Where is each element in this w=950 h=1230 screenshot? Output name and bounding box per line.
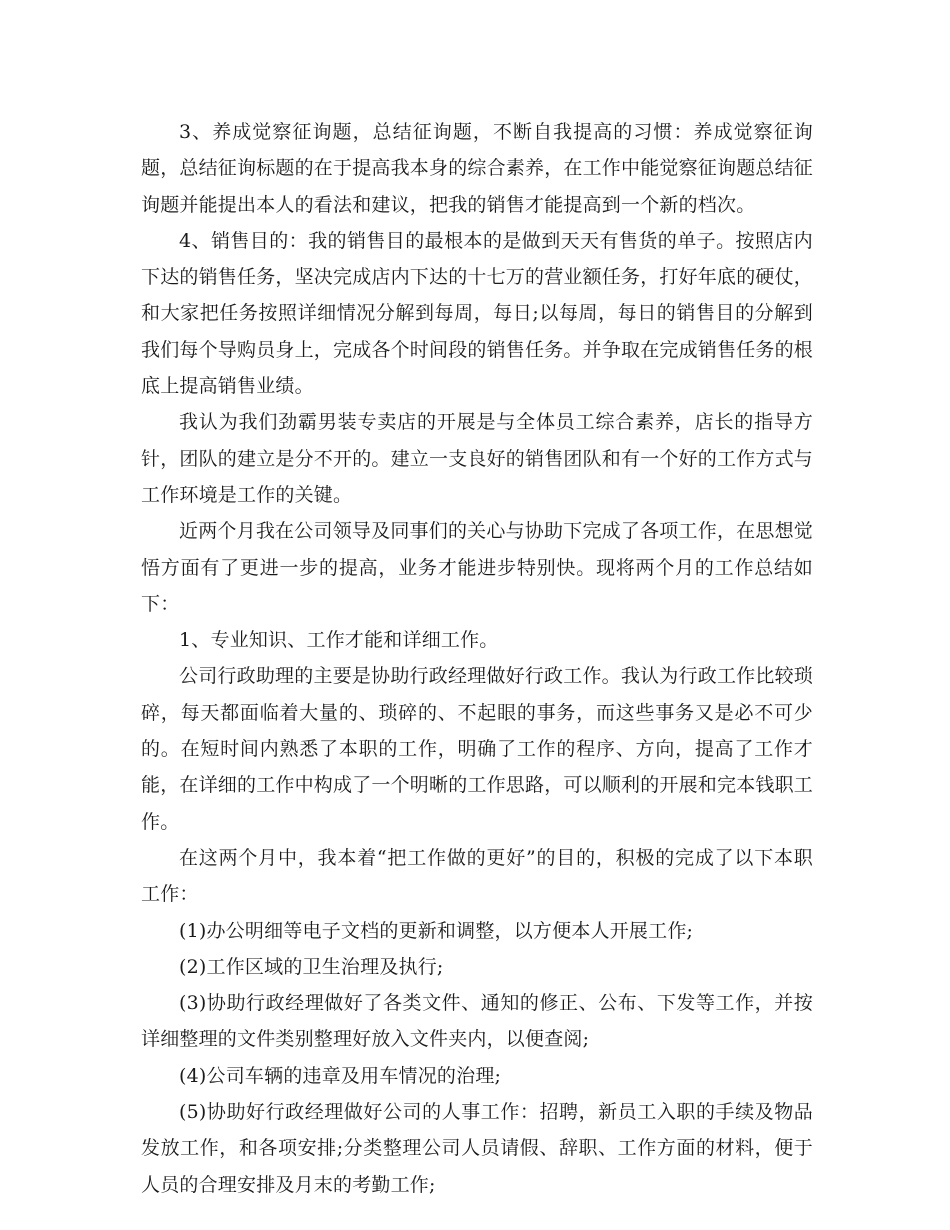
paragraph-admin-role: 公司行政助理的主要是协助行政经理做好行政工作。我认为行政工作比较琐碎，每天都面临着大量的、琐碎的、不起眼的事务，而这些事务又是必不可少的。在短时间内熟悉了本职的工作，明确了工作的程序、方向，提高了工作才能，在详细的工作中构成了一个明晰的工作思路，可以顺利的开展和完本钱职工作。 xyxy=(141,665,814,833)
list-item-3: (3)协助行政经理做好了各类文件、通知的修正、公布、下发等工作，并按详细整理的文件类别整理好放入文件夹内，以便查阅; xyxy=(141,992,813,1051)
document-body xyxy=(141,114,813,1203)
paragraph-section-1: 1、专业知识、工作才能和详细工作。 xyxy=(179,629,499,652)
paragraph-habit: 3、养成觉察征询题，总结征询题，不断自我提高的习惯：养成觉察征询题，总结征询标题的在于提高我本身的综合素养，在工作中能觉察征询题总结征询题并能提出本人的看法和建议，把我的销售才能提高到一个新的档次。 xyxy=(141,121,814,216)
paragraph-team: 我认为我们劲霸男装专卖店的开展是与全体员工综合素养，店长的指导方针，团队的建立是分不开的。建立一支良好的销售团队和有一个好的工作方式与工作环境是工作的关键。 xyxy=(141,411,814,506)
paragraph-duties-intro: 在这两个月中，我本着“把工作做的更好”的目的，积极的完成了以下本职工作： xyxy=(141,846,813,906)
list-item-5: (5)协助好行政经理做好公司的人事工作：招聘，新员工入职的手续及物品发放工作，和各项安排;分类整理公司人员请假、辞职、工作方面的材料，便于人员的合理安排及月末的考勤工作; xyxy=(141,1101,813,1196)
list-item-4: (4)公司车辆的违章及用车情况的治理; xyxy=(179,1064,502,1087)
paragraph-sales-goal: 4、销售目的：我的销售目的最根本的是做到天天有售货的单子。按照店内下达的销售任务，坚决完成店内下达的十七万的营业额任务，打好年底的硬仗，和大家把任务按照详细情况分解到每周，每日;以每周，每日的销售目的分解到我们每个导购员身上，完成各个时间段的销售任务。并争取在完成销售任务的根底上提高销售业绩。 xyxy=(141,229,814,398)
list-item-1: (1)办公明细等电子文档的更新和调整，以方便本人开展工作; xyxy=(179,919,694,942)
paragraph-summary-intro: 近两个月我在公司领导及同事们的关心与协助下完成了各项工作，在思想觉悟方面有了更进一步的提高，业务才能进步特别快。现将两个月的工作总结如下： xyxy=(141,520,813,615)
list-item-2: (2)工作区域的卫生治理及执行; xyxy=(179,955,444,978)
